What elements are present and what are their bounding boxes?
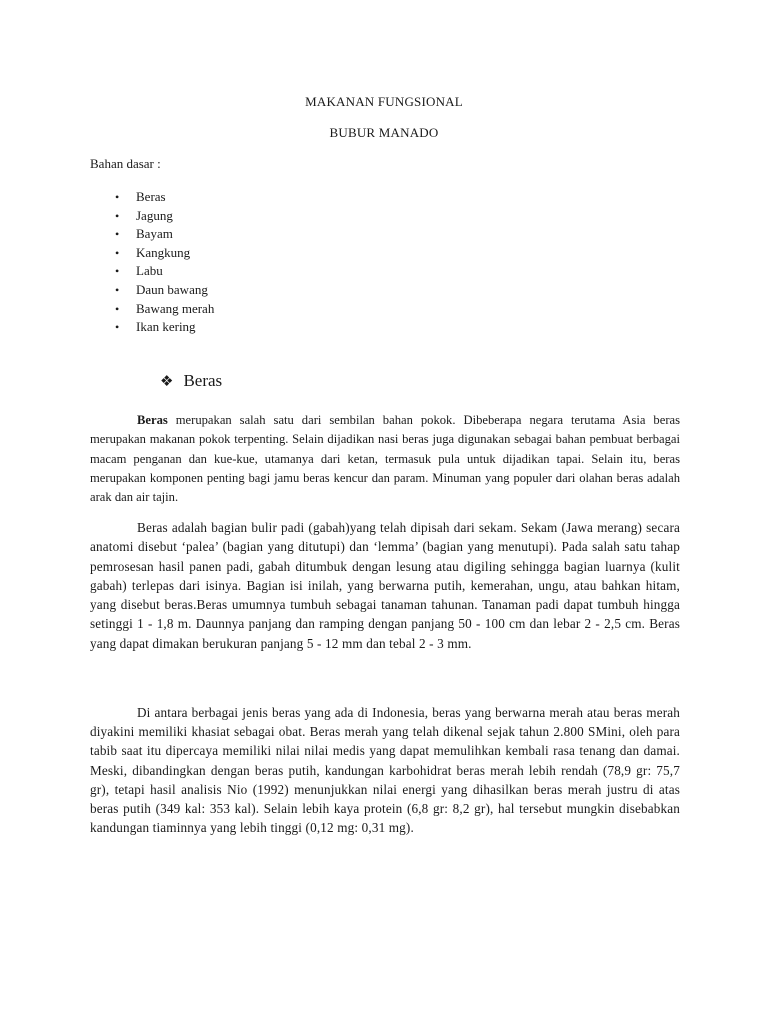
ingredient-label: Bayam xyxy=(136,226,173,242)
bullet-icon: • xyxy=(115,208,120,223)
ingredient-label: Bawang merah xyxy=(136,300,215,316)
bullet-icon: • xyxy=(115,282,120,297)
bullet-icon: • xyxy=(115,264,120,279)
list-item xyxy=(115,318,214,337)
paragraph xyxy=(90,411,680,507)
list-item xyxy=(115,244,214,263)
diamond-bullet-icon: ❖ xyxy=(160,372,174,390)
ingredient-label: Beras xyxy=(136,189,166,204)
bullet-icon: • xyxy=(115,320,120,335)
list-item xyxy=(115,207,214,226)
paragraph: Di antara berbagai jenis beras yang ada di Indonesia, beras yang berwarna merah atau beras merah diyakini memiliki khasiat sebagai obat. Beras merah yang telah dikenal sejak tahun 2.800 SMini, oleh para tabib saat itu dipercaya memiliki nilai nilai medis yang dapat memulihkan kembali rasa tenang dan damai. Meski, dibandingkan dengan beras putih, kandungan karbohidrat beras merah lebih rendah (78,9 gr: 75,7 gr), tetapi hasil analisis Nio (1992) menunjukkan nilai energi yang dihasilkan beras merah justru di atas beras putih (349 kal: 353 kal). Selain lebih kaya protein (6,8 gr: 8,2 gr), hal tersebut mungkin disebabkan kandungan tiaminnya yang lebih tinggi (0,12 mg: 0,31 mg). xyxy=(90,705,680,836)
section-heading-label: Beras xyxy=(183,371,223,390)
bullet-icon: • xyxy=(115,245,120,260)
list-item xyxy=(115,281,214,300)
ingredient-label: Jagung xyxy=(136,207,173,223)
ingredient-list xyxy=(115,188,214,337)
list-item xyxy=(115,300,214,319)
paragraph: Beras adalah bagian bulir padi (gabah)yang telah dipisah dari sekam. Sekam (Jawa merang) secara anatomi disebut ‘palea’ (bagian yang ditutupi) dan ‘lemma’ (bagian yang menutupi). Pada salah satu tahap pemrosesan hasil panen padi, gabah ditumbuk dengan lesung atau digiling sehingga bagian luarnya (kulit gabah) terlepas dari isinya. Bagian isi inilah, yang berwarna putih, kemerahan, ungu, atau bahkan hitam, yang disebut beras.Beras umumnya tumbuh sebagai tanaman tahunan. Tanaman padi dapat tumbuh hingga setinggi 1 - 1,8 m. Daunnya panjang dan ramping dengan panjang 50 - 100 cm dan lebar 2 - 2,5 cm. Beras yang dapat dimakan berukuran panjang 5 - 12 mm dan tebal 2 - 3 mm. xyxy=(90,520,680,651)
ingredients-intro-label: Bahan dasar : xyxy=(90,156,161,171)
document-title: MAKANAN FUNGSIONAL xyxy=(305,94,463,109)
document-subtitle: BUBUR MANADO xyxy=(329,125,439,140)
section-heading xyxy=(160,371,222,391)
bullet-icon: • xyxy=(115,190,120,204)
paragraph-bold-lead: Beras xyxy=(137,413,168,427)
list-item xyxy=(115,188,214,207)
bullet-icon: • xyxy=(115,301,120,316)
list-item xyxy=(115,225,214,244)
bullet-icon: • xyxy=(115,227,120,242)
ingredient-label: Labu xyxy=(136,263,163,279)
ingredient-label: Kangkung xyxy=(136,244,191,260)
ingredient-label: Ikan kering xyxy=(136,319,196,335)
ingredient-label: Daun bawang xyxy=(136,281,208,297)
paragraph-text: merupakan salah satu dari sembilan bahan pokok. Dibeberapa negara terutama Asia beras merupakan makanan pokok terpenting. Selain dijadikan nasi beras juga digunakan sebagai bahan pembuat berbagai macam penganan dan kue-kue, utamanya dari ketan, termasuk pula untuk dijadikan tapai. Selain itu, beras merupakan komponen penting bagi jamu beras kencur dan param. Minuman yang populer dari olahan beras adalah arak dan air tajin. xyxy=(90,413,680,505)
list-item xyxy=(115,262,214,281)
